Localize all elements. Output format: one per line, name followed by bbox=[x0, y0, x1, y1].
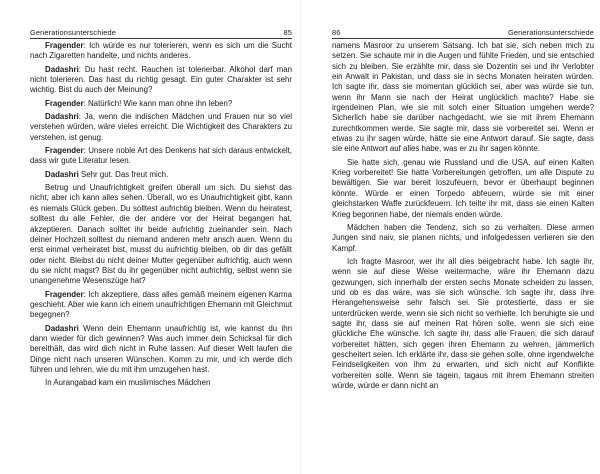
paragraph-text: Mädchen haben die Tendenz, sich so zu verhalten. Diese armen Jungen sind naiv, sie planen nichts, und infolgedessen verlieren sie den Kampf. bbox=[332, 222, 594, 253]
speaker-label: Dadashri bbox=[45, 112, 79, 122]
paragraph-text: namens Masroor zu unserem Satsang. Ich bat sie, sich neben mich zu setzen. Sie schaute mir in die Augen und fühlte Frieden, und sie entschied sich zu bleiben. Sie erzählte mir, dass sie Dozentin sei und ihr Verlobter ein Anwalt in Pakistan, und dass sie in sechs Monaten heiraten würden. Ich sagte ihr, dass sie momentan glücklich sei, aber was würde sie tun, wenn ihr Mann sie nach der Heirat unglücklich machte? Habe sie irgendeinen Plan, wie sie mit solch einer Situation umgehen werde? Sicherlich habe sie darüber nachgedacht, wie sie mit ihrem Ehemann zurechtkommen werde. Sie sagte mir, dass sie vorbereitet sei. Wenn er etwas zu ihr sagen würde, hätte sie eine Antwort darauf. Sie sagte, dass sie eine Antwort auf alles habe, was er zu ihr sagen könnte. bbox=[332, 41, 594, 154]
speaker-label: Fragender bbox=[45, 41, 84, 50]
running-title: Generationsunterschiede bbox=[507, 28, 594, 37]
paragraph bbox=[332, 223, 594, 254]
speaker-label: Fragender bbox=[45, 146, 84, 156]
paragraph bbox=[30, 183, 292, 286]
paragraph-text: : Du hast recht. Rauchen ist tolerierbar. Alkohol darf man nicht tolerieren. Das hast du richtig gesagt. Ein guter Charakter ist sehr wichtig. Bist du auch der Meinung? bbox=[30, 64, 292, 95]
paragraph-text: : Unsere noble Art des Denkens hat sich daraus entwickelt, dass wir gute Literatur lesen. bbox=[30, 146, 292, 166]
header-rule bbox=[332, 38, 594, 39]
speaker-label: Dadashri bbox=[45, 169, 79, 179]
left-page bbox=[30, 0, 292, 474]
paragraph bbox=[30, 65, 292, 96]
header-rule bbox=[30, 38, 292, 39]
paragraph bbox=[30, 378, 292, 388]
page-number: 86 bbox=[332, 28, 341, 37]
page-body bbox=[332, 41, 594, 391]
right-page bbox=[332, 0, 594, 474]
paragraph bbox=[332, 41, 594, 155]
speaker-label: Fragender bbox=[45, 98, 84, 108]
paragraph-text: Ich fragte Masroor, wer ihr all dies beigebracht habe. Ich sagte ihr, wenn sie auf diese Weise weitermache, wäre ihr Ehemann dazu gezwungen, sich innerhalb der ersten sechs Monate scheiden zu lassen, und ob es das wäre, was sie sich wünsche. Ich sagte ihr, dass ihre Herangehensweise sehr falsch sei. Sie protestierte, dass er sie unterdrücken werde, wenn sie sich nicht so verhielte. Ich beruhigte sie und sagte ihr, dass sie auf meinen Rat hören solle, wenn sie sich eine glückliche Ehe wünsche. Ich sagte ihr, dass alle Frauen, die sich darauf vorbereitet hätten, sich gegen ihren Ehemann zu wehren, jämmerlich gescheitert seien. Ich erklärte ihr, dass sie gehen solle, ohne irgendwelche Feindseligkeiten von ihm zu erwarten, und sich nicht auf Konflikte vorbereiten solle. Wenn sie tagein, tagaus mit ihrem Ehemann streiten würde, würde er dann nicht an bbox=[332, 256, 594, 390]
paragraph-text: : Ja, wenn die indischen Mädchen und Frauen nur so viel verstehen würden, wäre vieles erreicht. Die Wichtigkeit des Charakters zu verstehen, ist genug. bbox=[30, 112, 292, 142]
paragraph bbox=[30, 41, 292, 62]
paragraph-text: Sie hatte sich, genau wie Russland und die USA, auf einen Kalten Krieg vorbereitet! Sie hatte Vorbereitungen getroffen, um alle Dispute zu bewältigen. Sie war bereit loszufeuern, bevor er überhaupt beginnen könnte. Würde er einen Torpedo abfeuern, würde sie mit einer gleichstarken Waffe zurückfeuern. Ich teilte ihr mit, dass sie einen Kalten Krieg begonnen habe, der niemals enden würde. bbox=[332, 157, 594, 219]
paragraph-text: Sehr gut. Das freut mich. bbox=[78, 169, 169, 179]
page-header bbox=[30, 27, 292, 38]
paragraph bbox=[30, 290, 292, 321]
paragraph bbox=[30, 324, 292, 376]
page-body bbox=[30, 41, 292, 389]
paragraph-text: : Ich akzeptiere, dass alles gemäß meinem eigenen Karma geschieht. Aber wie kann ich einem unaufrichtigen Ehemann mit Gleichmut begegnen? bbox=[30, 289, 292, 320]
gutter bbox=[300, 0, 301, 474]
speaker-label: Dadashri bbox=[45, 64, 79, 74]
paragraph-text: Wenn dein Ehemann unaufrichtig ist, wie kannst du ihn dann wieder für dich gewinnen? Was auch immer dein Schicksal für dich bereithält, das wird dich nicht in Ruhe lassen. Auf dieser Welt laufen die Dinge nicht nach unseren Wünschen. Komm zu mir, und ich werde dich führen und lehren, wie du mit ihm umzugehen hast. bbox=[30, 323, 292, 374]
paragraph bbox=[30, 170, 292, 180]
paragraph bbox=[30, 99, 292, 109]
page-number: 85 bbox=[283, 28, 292, 37]
speaker-label: Dadashri bbox=[45, 323, 79, 333]
paragraph bbox=[332, 158, 594, 220]
page-header bbox=[332, 27, 594, 38]
paragraph-text: : Ich würde es nur tolerieren, wenn es sich um die Sucht nach Zigaretten handelte, und nichts anderes. bbox=[30, 41, 292, 61]
paragraph bbox=[30, 112, 292, 143]
running-title: Generationsunterschiede bbox=[30, 28, 117, 37]
paragraph-text: Betrug und Unaufrichtigkeit greifen überall um sich. Du siehst das nicht, aber ich kann alles sehen. Überall, wo es Unaufrichtigkeit gibt, kann es niemals Glück geben. Du solltest aufrichtig bleiben. Wenn du heiratest, solltest du alle Fehler, die der andere vor der Heirat begangen hat, akzeptieren. Danach solltet ihr beide aufrichtig zueinander sein. Nach deiner Hochzeit solltest du niemand anderen mehr ansch auen. Wenn du erst einmal verheiratet bist, musst du aufrichtig bleiben, ob dir das gefällt oder nicht. Bleibst du nicht deiner Mutter gegenüber aufrichtig, auch wenn du sie nicht magst? Bist du ihr gegenüber nicht aufrichtig, selbst wenn sie unangenehme Wesenszüge hat? bbox=[30, 183, 292, 286]
speaker-label: Fragender bbox=[45, 289, 84, 299]
paragraph bbox=[30, 146, 292, 167]
paragraph-text: : Natürlich! Wie kann man ohne ihn leben? bbox=[83, 98, 233, 108]
paragraph-text: In Aurangabad kam ein muslimisches Mädchen bbox=[45, 378, 211, 388]
paragraph bbox=[332, 257, 594, 391]
